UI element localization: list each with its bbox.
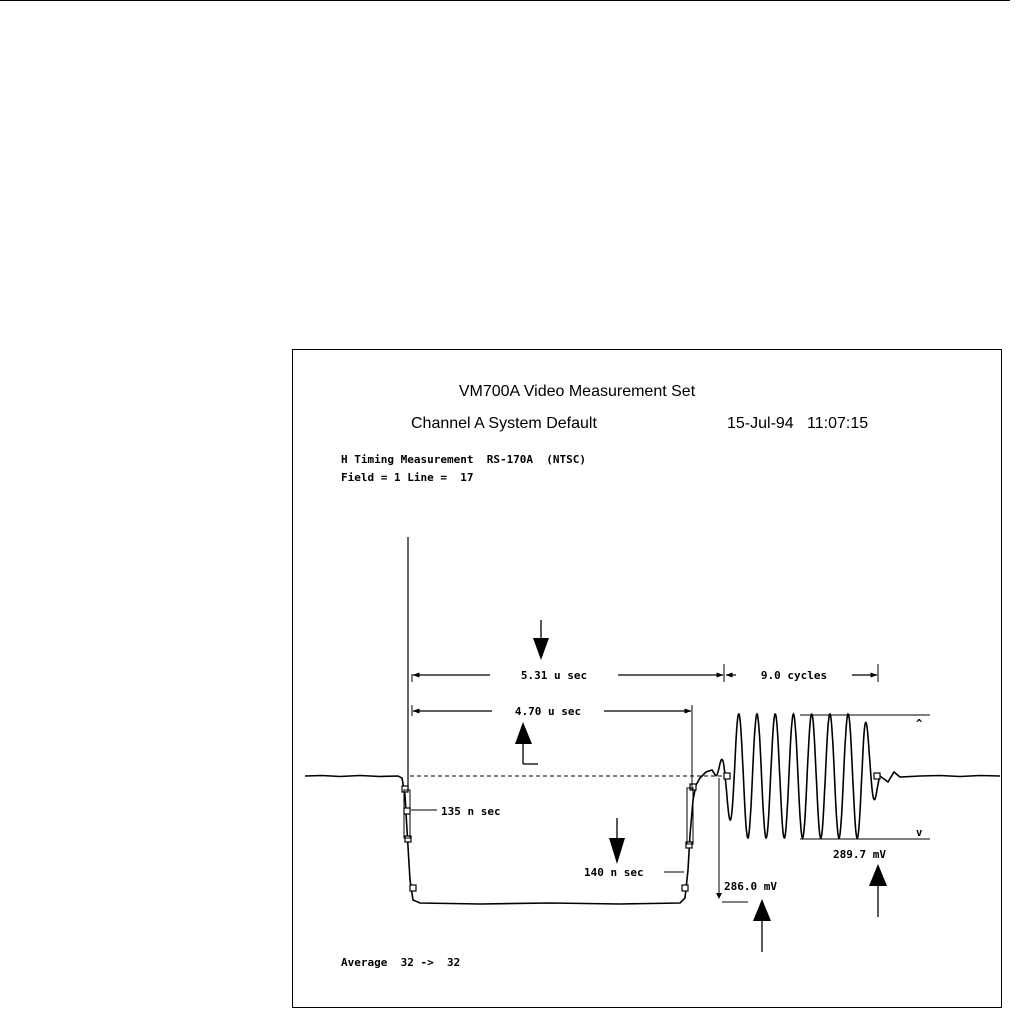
sync-amplitude-arrowhead [716, 893, 722, 899]
sync-pulse-waveform [305, 770, 716, 904]
marker-burst-start [724, 773, 730, 779]
marker-falling-mid [404, 808, 410, 814]
callout-arrow-140 [609, 818, 625, 864]
burst-amplitude-label: 289.7 mV [833, 848, 886, 861]
marker-burst-end [874, 773, 880, 779]
callout-arrow-286 [753, 899, 771, 952]
color-burst-waveform [716, 714, 880, 838]
measurement-name: H Timing Measurement RS-170A (NTSC) [341, 453, 587, 466]
callout-arrow-470 [515, 722, 538, 764]
rising-edge-label: 140 n sec [584, 866, 644, 879]
marker-sync-bottom-right [682, 885, 688, 891]
callout-arrow-531 [533, 620, 549, 660]
marker-sync-bottom-left [410, 885, 416, 891]
callout-arrow-2897 [869, 864, 887, 917]
sync-width-label: 4.70 u sec [514, 705, 582, 718]
figure-title: VM700A Video Measurement Set [458, 383, 696, 400]
timestamp: 15-Jul-94 11:07:15 [727, 415, 869, 432]
sync-amplitude-label: 286.0 mV [724, 880, 777, 893]
burst-top-marker: ^ [916, 718, 923, 730]
sync-to-burst-label: 5.31 u sec [520, 669, 588, 682]
falling-edge-label: 135 n sec [441, 805, 501, 818]
marker-falling-top [402, 786, 408, 792]
average-label: Average 32 -> 32 [341, 956, 461, 969]
burst-bottom-marker: v [916, 827, 923, 839]
field-line-label: Field = 1 Line = 17 [341, 471, 474, 484]
post-burst-baseline [880, 772, 1000, 782]
channel-label: Channel A System Default [411, 415, 597, 432]
burst-cycles-label: 9.0 cycles [760, 669, 828, 682]
